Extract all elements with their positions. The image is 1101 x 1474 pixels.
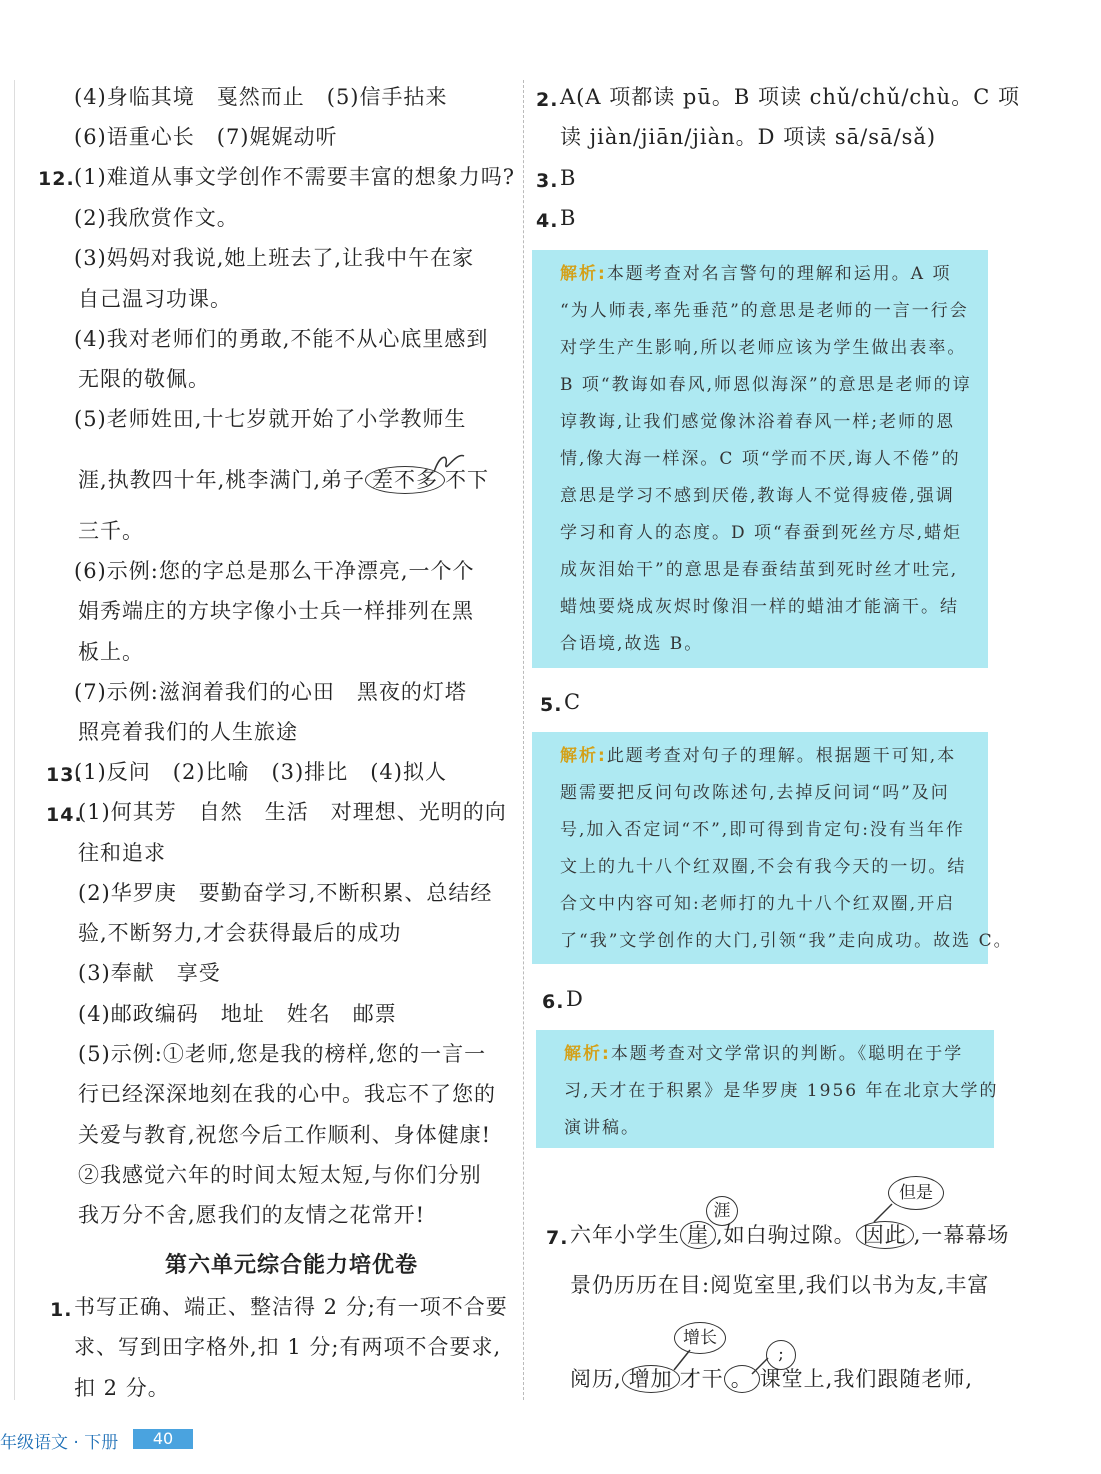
text-segment: ,如白驹过隙。 — [716, 1223, 856, 1247]
text-segment: 阅历, — [570, 1367, 622, 1391]
answer-line: 关爱与教育,祝您今后工作顺利、身体健康! — [78, 1123, 492, 1147]
circled-word: 增加 — [622, 1365, 680, 1393]
analysis-line: 习,天才在于积累》是华罗庚 1956 年在北京大学的 — [564, 1081, 999, 1101]
question-number: 7. — [546, 1227, 569, 1249]
analysis-line: 学习和育人的态度。D 项“春蚕到死丝方尽,蜡炬 — [560, 523, 963, 543]
answer-line: (7)示例:滋润着我们的心田 黑夜的灯塔 — [74, 680, 467, 704]
answer-line: 板上。 — [78, 640, 144, 664]
correction-bubble: 涯 — [706, 1196, 738, 1226]
answer-line: (1)难道从事文学创作不需要丰富的想象力吗? — [74, 165, 516, 189]
analysis-line: 解析:本题考查对文学常识的判断。《聪明在于学 — [564, 1044, 964, 1064]
analysis-line: 题需要把反问句改陈述句,去掉反问词“吗”及问 — [560, 783, 950, 803]
analysis-line: “为人师表,率先垂范”的意思是老师的一言一行会 — [560, 301, 969, 321]
circled-word: 因此 — [856, 1221, 914, 1249]
page-number: 40 — [133, 1429, 193, 1449]
answer-line: 行已经深深地刻在我的心中。我忘不了您的 — [78, 1082, 496, 1106]
answer-line: 三千。 — [78, 519, 144, 543]
question-number: 6. — [542, 991, 565, 1013]
question-number: 14. — [46, 804, 83, 826]
answer-line: 我万分不舍,愿我们的友情之花常开! — [78, 1203, 426, 1227]
section-heading: 第六单元综合能力培优卷 — [165, 1253, 419, 1278]
answer-line: 书写正确、端正、整洁得 2 分;有一项不合要 — [74, 1295, 508, 1319]
answer-line: (6)示例:您的字总是那么干净漂亮,一个个 — [74, 559, 475, 583]
answer-line: A(A 项都读 pū。B 项读 chǔ/chǔ/chù。C 项 — [560, 85, 1020, 109]
answer-line: B — [560, 206, 577, 230]
answer-line-with-correction — [78, 465, 489, 495]
answer-line: (3)妈妈对我说,她上班去了,让我中午在家 — [74, 246, 475, 270]
analysis-label: 解析: — [560, 264, 607, 284]
answer-line: 求、写到田字格外,扣 1 分;有两项不合要求, — [74, 1335, 502, 1359]
answer-line: 自己温习功课。 — [78, 287, 232, 311]
analysis-line: B 项“教诲如春风,师恩似海深”的意思是老师的谆 — [560, 375, 972, 395]
correction-bubble: 增长 — [674, 1322, 726, 1354]
analysis-line: 文上的九十八个红双圈,不会有我今天的一切。结 — [560, 857, 967, 877]
analysis-box — [532, 250, 988, 668]
analysis-line: 合文中内容可知:老师打的九十八个红双圈,开启 — [560, 894, 956, 914]
analysis-line: 了“我”文学创作的大门,引领“我”走向成功。故选 C。 — [560, 931, 1013, 951]
answer-line: 往和追求 — [78, 841, 166, 865]
margin-rule — [14, 80, 15, 1400]
answer-line: (4)邮政编码 地址 姓名 邮票 — [78, 1002, 397, 1026]
answer-line: (1)何其芳 自然 生活 对理想、光明的向 — [78, 800, 507, 824]
text-segment: 才干 — [679, 1367, 724, 1391]
answer-line: (4)身临其境 戛然而止 (5)信手拈来 — [74, 85, 448, 109]
correction-bubble: ; — [766, 1340, 796, 1370]
answer-line: 读 jiàn/jiān/jiàn。D 项读 sā/sā/sǎ) — [560, 125, 937, 149]
answer-line: (5)老师姓田,十七岁就开始了小学教师生 — [74, 407, 467, 431]
analysis-line: 解析:此题考查对句子的理解。根据题干可知,本 — [560, 746, 957, 766]
answer-line: B — [560, 166, 577, 190]
circled-punctuation: 。 — [724, 1365, 760, 1393]
analysis-box — [536, 1030, 999, 1148]
footer-label: 年级语文 · 下册 — [0, 1433, 119, 1453]
analysis-line: 号,加入否定词“不”,即可得到肯定句:没有当年作 — [560, 820, 965, 840]
question-number: 13. — [46, 764, 83, 786]
analysis-line: 对学生产生影响,所以老师应该为学生做出表率。 — [560, 338, 967, 358]
question-number: 4. — [536, 210, 559, 232]
question-number: 5. — [540, 694, 563, 716]
text-segment: 课堂上,我们跟随老师, — [759, 1367, 974, 1391]
answer-line: 景仍历历在目:阅览室里,我们以书为友,丰富 — [570, 1273, 990, 1297]
answer-line: (4)我对老师们的勇敢,不能不从心底里感到 — [74, 327, 489, 351]
analysis-line: 演讲稿。 — [564, 1118, 640, 1138]
analysis-line: 成灰泪始干”的意思是春蚕结茧到死时丝才吐完, — [560, 560, 959, 580]
analysis-label: 解析: — [564, 1044, 611, 1064]
circled-word: 崖 — [680, 1221, 716, 1249]
answer-line: (2)华罗庚 要勤奋学习,不断积累、总结经 — [78, 881, 493, 905]
circled-word: 差不多 — [365, 466, 445, 494]
answer-line: C — [564, 690, 582, 714]
analysis-line: 合语境,故选 B。 — [560, 634, 704, 654]
answer-line: (5)示例:①老师,您是我的榜样,您的一言一 — [78, 1042, 487, 1066]
text-segment: 涯,执教四十年,桃李满门,弟子 — [78, 468, 366, 492]
deletion-mark-icon — [430, 448, 470, 478]
analysis-box — [532, 732, 1013, 964]
answer-line: 娟秀端庄的方块字像小士兵一样排列在黑 — [78, 599, 474, 623]
answer-line: 无限的敬佩。 — [78, 367, 210, 391]
answer-line: (2)我欣赏作文。 — [74, 206, 239, 230]
analysis-line: 谆教诲,让我们感觉像沐浴着春风一样;老师的恩 — [560, 412, 956, 432]
answer-line: ②我感觉六年的时间太短太短,与你们分别 — [78, 1163, 482, 1187]
question-number: 12. — [38, 168, 75, 190]
analysis-line: 情,像大海一样深。C 项“学而不厌,诲人不倦”的 — [560, 449, 961, 469]
answer-line: 验,不断努力,才会获得最后的成功 — [78, 921, 402, 945]
text-segment: 不下 — [445, 468, 490, 492]
answer-line: (6)语重心长 (7)娓娓动听 — [74, 125, 338, 149]
column-divider — [523, 80, 524, 1400]
text-segment: ,一幕幕场 — [913, 1223, 1010, 1247]
analysis-label: 解析: — [560, 746, 607, 766]
question-number: 1. — [50, 1299, 73, 1321]
answer-line: (1)反问 (2)比喻 (3)排比 (4)拟人 — [74, 760, 447, 784]
answer-line: D — [566, 987, 584, 1011]
analysis-line: 解析:本题考查对名言警句的理解和运用。A 项 — [560, 264, 952, 284]
analysis-line: 蜡烛要烧成灰烬时像泪一样的蜡油才能滴干。结 — [560, 597, 959, 617]
analysis-line: 意思是学习不感到厌倦,教诲人不觉得疲倦,强调 — [560, 486, 955, 506]
answer-line: 扣 2 分。 — [74, 1376, 170, 1400]
question-number: 3. — [536, 170, 559, 192]
answer-line-with-correction — [570, 1220, 1009, 1250]
correction-bubble: 但是 — [888, 1176, 944, 1210]
text-segment: 六年小学生 — [570, 1223, 680, 1247]
answer-line: 照亮着我们的人生旅途 — [78, 720, 298, 744]
answer-line-with-correction — [570, 1364, 973, 1394]
answer-line: (3)奉献 享受 — [78, 961, 221, 985]
question-number: 2. — [536, 89, 559, 111]
